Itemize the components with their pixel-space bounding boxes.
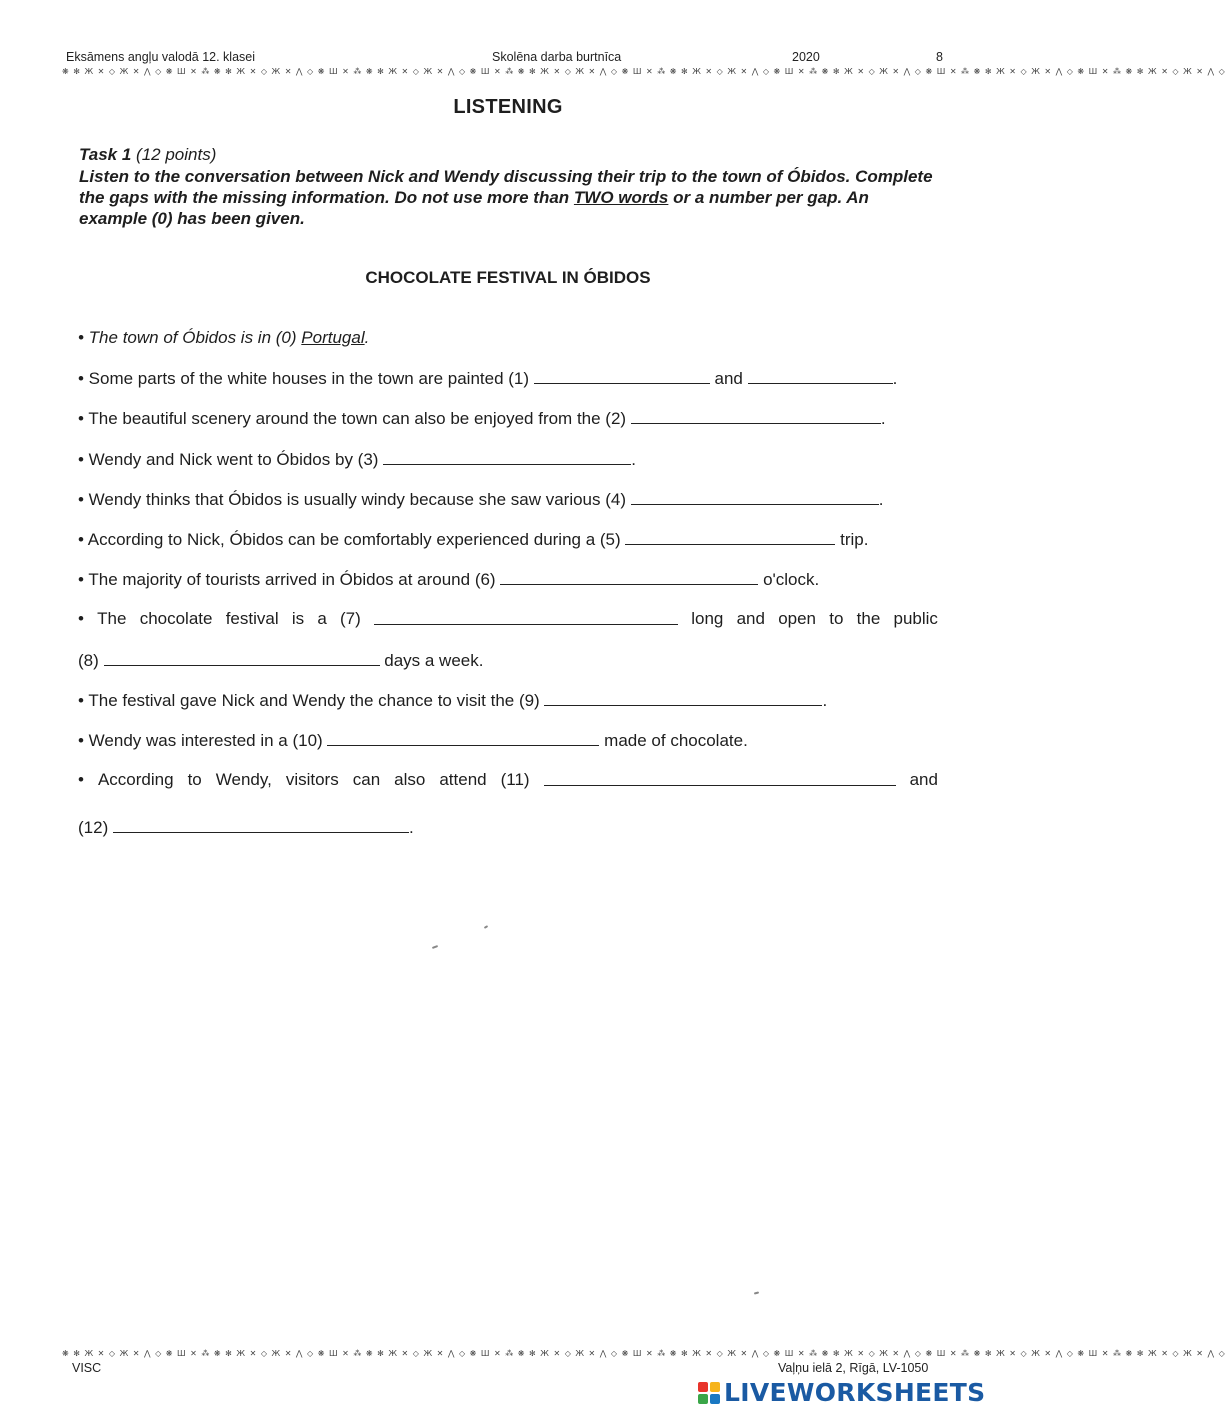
footer-organization: VISC — [72, 1361, 102, 1375]
item-11: • According to Wendy, visitors can also attend (11) and — [78, 770, 938, 789]
gap-4-field[interactable] — [631, 488, 879, 505]
liveworksheets-text: LIVEWORKSHEETS — [724, 1378, 986, 1407]
header-page-number: 8 — [936, 50, 943, 64]
item-7: • The chocolate festival is a (7) long and open to the public — [78, 609, 938, 628]
item-1: • Some parts of the white houses in the town are painted (1) and . — [78, 369, 898, 388]
gap-3-field[interactable] — [383, 448, 631, 465]
example-answer: Portugal — [301, 328, 365, 347]
gap-1b-field[interactable] — [748, 367, 893, 384]
task-heading — [79, 145, 216, 165]
item-6: • The majority of tourists arrived in Óbidos at around (6) o'clock. — [78, 570, 820, 589]
section-subtitle: CHOCOLATE FESTIVAL IN ÓBIDOS — [365, 268, 651, 287]
header-exam-title: Eksāmens angļu valodā 12. klasei — [66, 50, 256, 64]
task-points: (12 points) — [136, 145, 217, 164]
footer-address: Vaļņu ielā 2, Rīgā, LV-1050 — [778, 1361, 929, 1375]
logo-square-green — [698, 1394, 708, 1404]
item-9: • The festival gave Nick and Wendy the chance to visit the (9) . — [78, 691, 828, 710]
item-2: • The beautiful scenery around the town can also be enjoyed from the (2) . — [78, 409, 886, 428]
scan-speck — [432, 945, 438, 949]
item-5: • According to Nick, Óbidos can be comfortably experienced during a (5) trip. — [78, 530, 869, 549]
header-year: 2020 — [792, 50, 820, 64]
scan-speck — [484, 925, 488, 929]
gap-2-field[interactable] — [631, 407, 881, 424]
logo-square-red — [698, 1382, 708, 1392]
logo-square-yellow — [710, 1382, 720, 1392]
word-limit-emphasis: TWO words — [573, 188, 669, 207]
task-instructions: Listen to the conversation between Nick and Wendy discussing their trip to the town of Óbidos. Complete the gaps with the missing information. Do not use more than TWO words or a number per gap. An example (0) has been given. — [79, 167, 933, 228]
task-label: Task 1 — [79, 145, 132, 164]
header-booklet: Skolēna darba burtnīca — [492, 50, 622, 64]
liveworksheets-watermark[interactable] — [698, 1378, 985, 1407]
item-12: (12) . — [78, 818, 414, 837]
item-3: • Wendy and Nick went to Óbidos by (3) . — [78, 450, 636, 469]
page-title: LISTENING — [453, 96, 563, 118]
gap-9-field[interactable] — [544, 689, 822, 706]
item-0-example: • The town of Óbidos is in (0) Portugal. — [78, 328, 370, 347]
gap-8-field[interactable] — [104, 649, 380, 666]
gap-6-field[interactable] — [500, 568, 758, 585]
gap-5-field[interactable] — [625, 528, 835, 545]
header-ornament-divider: ❋ ✻ Ж ✕ ◇ Ж ✕ ⋀ ◇ ❋ Ш ✕ ⁂ ❋ ✻ Ж ✕ ◇ Ж ✕ ⋀ ◇ ❋ Ш ✕ ⁂ ❋ ✻ Ж ✕ ◇ Ж ✕ ⋀ ◇ ❋ Ш ✕ ⁂ ❋ ✻ Ж ✕ ◇ Ж ✕ ⋀ ◇ ❋ Ш ✕ ⁂ ❋ ✻ Ж ✕ ◇ Ж ✕ ⋀ ◇ ❋ Ш ✕ ⁂ ❋ ✻ Ж ✕ ◇ Ж ✕ ⋀ ◇ ❋ Ш ✕ ⁂ ❋ ✻ Ж ✕ ◇ Ж ✕ ⋀ ◇ ❋ Ш ✕ ⁂ ❋ ✻ Ж ✕ ◇ Ж ✕ ⋀ ◇ — [62, 67, 1226, 76]
liveworksheets-logo-icon — [698, 1382, 720, 1404]
logo-square-blue — [710, 1394, 720, 1404]
item-8: (8) days a week. — [78, 651, 484, 670]
item-4: • Wendy thinks that Óbidos is usually windy because she saw various (4) . — [78, 490, 884, 509]
gap-1a-field[interactable] — [534, 367, 710, 384]
scan-speck — [754, 1291, 759, 1294]
footer-ornament-divider: ❋ ✻ Ж ✕ ◇ Ж ✕ ⋀ ◇ ❋ Ш ✕ ⁂ ❋ ✻ Ж ✕ ◇ Ж ✕ ⋀ ◇ ❋ Ш ✕ ⁂ ❋ ✻ Ж ✕ ◇ Ж ✕ ⋀ ◇ ❋ Ш ✕ ⁂ ❋ ✻ Ж ✕ ◇ Ж ✕ ⋀ ◇ ❋ Ш ✕ ⁂ ❋ ✻ Ж ✕ ◇ Ж ✕ ⋀ ◇ ❋ Ш ✕ ⁂ ❋ ✻ Ж ✕ ◇ Ж ✕ ⋀ ◇ ❋ Ш ✕ ⁂ ❋ ✻ Ж ✕ ◇ Ж ✕ ⋀ ◇ ❋ Ш ✕ ⁂ ❋ ✻ Ж ✕ ◇ Ж ✕ ⋀ ◇ — [62, 1349, 1226, 1358]
gap-7-field[interactable] — [374, 608, 678, 625]
gap-12-field[interactable] — [113, 816, 409, 833]
item-10: • Wendy was interested in a (10) made of chocolate. — [78, 731, 748, 750]
gap-11-field[interactable] — [544, 769, 896, 786]
gap-10-field[interactable] — [327, 729, 599, 746]
